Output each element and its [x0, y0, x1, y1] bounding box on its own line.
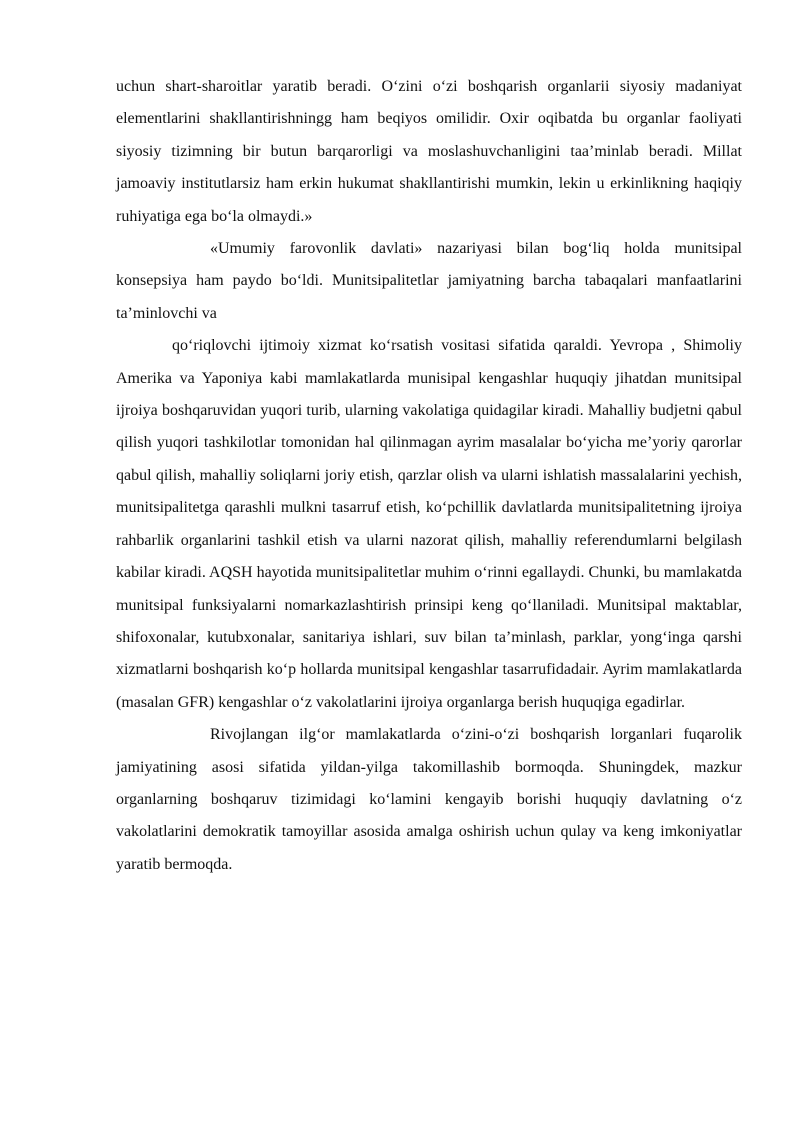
document-body: [116, 71, 742, 881]
paragraph-welfare-state: «Umumiy farovonlik davlati» nazariyasi bilan bog‘liq holda munitsipal konsepsiya ham paydo bo‘ldi. Munitsipalitetlar jamiyatning barcha tabaqalari manfaatlarini ta’minlovchi va: [116, 240, 742, 322]
paragraph-municipal-councils: qo‘riqlovchi ijtimoiy xizmat ko‘rsatish vositasi sifatida qaraldi. Yevropa , Shimoliy Amerika va Yaponiya kabi mamlakatlarda munisipal kengashlar huquqiy jihatdan munitsipal ijroiya boshqaruvidan yuqori turib, ularning vakolatiga quidagilar kiradi. Mahalliy budjetni qabul qilish yuqori tashkilotlar tomonidan hal qilinmagan ayrim masalalar bo‘yicha me’yoriy qarorlar qabul qilish, mahalliy soliqlarni joriy etish, qarzlar olish va ularni ishlatish massalalarini yechish, munitsipalitetga qarashli mulkni tasarruf etish, ko‘pchillik davlatlarda munitsipalitetning ijroiya rahbarlik organlarini tashkil etish va ularni nazorat qilish, mahalliy referendumlarni belgilash kabilar kiradi. AQSH hayotida munitsipalitetlar muhim o‘rinni egallaydi. Chunki, bu mamlakatda munitsipal funksiyalarni nomarkazlashtirish prinsipi keng qo‘llaniladi. Munitsipal maktablar, shifoxonalar, kutubxonalar, sanitariya ishlari, suv bilan ta’minlash, parklar, yong‘inga qarshi xizmatlarni boshqarish ko‘p hollarda munitsipal kengashlar tasarrufidadair. Ayrim mamlakatlarda (masalan GFR) kengashlar o‘z vakolatlarini ijroiya organlarga berish huquqiga egadirlar.: [116, 337, 742, 711]
paragraph-developed-countries: Rivojlangan ilg‘or mamlakatlarda o‘zini-o‘zi boshqarish lorganlari fuqarolik jamiyatining asosi sifatida yildan-yilga takomillashib bormoqda. Shuningdek, mazkur organlarning boshqaruv tizimidagi ko‘lamini kengayib borishi huquqiy davlatning o‘z vakolatlarini demokratik tamoyillar asosida amalga oshirish uchun qulay va keng imkoniyatlar yaratib bermoqda.: [116, 726, 742, 873]
paragraph-continuation: uchun shart-sharoitlar yaratib beradi. O‘zini o‘zi boshqarish organlarii siyosiy madaniyat elementlarini shakllantirishningg ham beqiyos omilidir. Oxir oqibatda bu organlar faoliyati siyosiy tizimning bir butun barqarorligi va moslashuvchanligini taa’minlab beradi. Millat jamoaviy institutlarsiz ham erkin hukumat shakllantirishi mumkin, lekin u erkinlikning haqiqiy ruhiyatiga ega bo‘la olmaydi.»: [116, 78, 742, 225]
